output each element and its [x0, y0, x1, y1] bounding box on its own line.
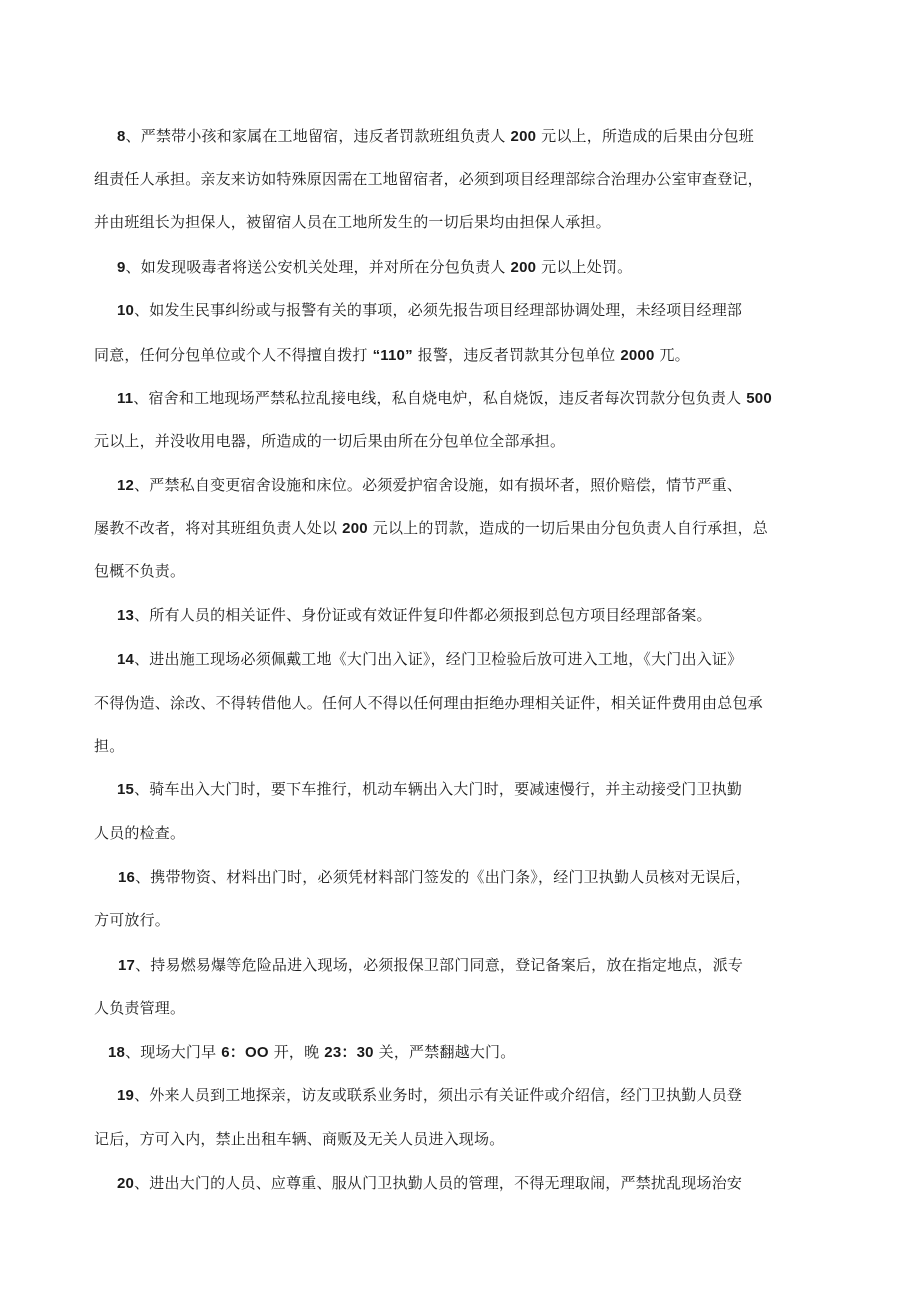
item-number: 20	[117, 1175, 135, 1192]
item-20-line-1: 20、进出大门的人员、应尊重、服从门卫执勤人员的管理，不得无理取闹，严禁扰乱现场治安	[117, 1174, 743, 1192]
item-8-line-3: 并由班组长为担保人，被留宿人员在工地所发生的一切后果均由担保人承担。	[94, 213, 611, 231]
item-number: 8	[117, 128, 126, 145]
item-15-line-2: 人员的检查。	[94, 824, 186, 842]
item-12-line-2: 屡教不改者，将对其班组负责人处以 200 元以上的罚款，造成的一切后果由分包负责人自行承担，总	[94, 519, 768, 537]
item-number: 10	[117, 302, 135, 319]
item-12-line-1: 12、严禁私自变更宿舍设施和床位。必须爱护宿舍设施，如有损坏者，照价赔偿，情节严重、	[117, 476, 743, 494]
item-number: 12	[117, 477, 135, 494]
item-number: 15	[117, 781, 135, 798]
item-17-line-2: 人负责管理。	[94, 999, 186, 1017]
item-10-line-1: 10、如发生民事纠纷或与报警有关的事项，必须先报告项目经理部协调处理，未经项目经理部	[117, 301, 743, 319]
item-10-line-2: 同意，任何分包单位或个人不得擅自拨打 “110” 报警，违反者罚款其分包单位 2000 兀。	[94, 346, 690, 364]
item-14-line-3: 担。	[94, 737, 125, 755]
item-17-line-1: 17、持易燃易爆等危险品进入现场，必须报保卫部门同意，登记备案后，放在指定地点，派专	[118, 956, 744, 974]
item-11-line-1: 11、宿舍和工地现场严禁私拉乱接电线，私自烧电炉，私自烧饭，违反者每次罚款分包负责人 500	[117, 389, 772, 407]
item-15-line-1: 15、骑车出入大门时，要下车推行，机动车辆出入大门时，要减速慢行，并主动接受门卫执勤	[117, 780, 743, 798]
item-14-line-1: 14、进出施工现场必须佩戴工地《大门出入证》，经门卫检验后放可进入工地，《大门出入证》	[117, 650, 743, 668]
item-number: 18	[108, 1044, 126, 1061]
item-13-line-1: 13、所有人员的相关证件、身份证或有效证件复印件都必须报到总包方项目经理部备案。	[117, 606, 712, 624]
item-number: 19	[117, 1087, 135, 1104]
item-11-line-2: 元以上，并没收用电器，所造成的一切后果由所在分包单位全部承担。	[94, 432, 566, 450]
item-number: 17	[118, 957, 136, 974]
item-18-line-1: 18、现场大门早 6：OO 开，晚 23：30 关，严禁翻越大门。	[108, 1043, 516, 1061]
item-14-line-2: 不得伪造、涂改、不得转借他人。任何人不得以任何理由拒绝办理相关证件，相关证件费用由总包承	[94, 694, 763, 712]
item-19-line-1: 19、外来人员到工地探亲，访友或联系业务时，须出示有关证件或介绍信，经门卫执勤人员登	[117, 1086, 743, 1104]
item-number: 14	[117, 651, 135, 668]
item-16-line-1: 16、携带物资、材料出门时，必须凭材料部门签发的《出门条》，经门卫执勤人员核对无误后，	[118, 868, 751, 886]
item-19-line-2: 记后，方可入内，禁止出租车辆、商贩及无关人员进入现场。	[94, 1130, 505, 1148]
item-number: 11	[117, 390, 134, 407]
item-16-line-2: 方可放行。	[94, 911, 171, 929]
item-9-line-1: 9、如发现吸毒者将送公安机关处理，并对所在分包负责人 200 元以上处罚。	[117, 258, 633, 276]
item-number: 13	[117, 607, 135, 624]
item-12-line-3: 包概不负责。	[94, 562, 186, 580]
item-8-line-1: 8、严禁带小孩和家属在工地留宿，违反者罚款班组负责人 200 元以上，所造成的后果由分包班	[117, 127, 754, 145]
item-number: 9	[117, 259, 126, 276]
item-number: 16	[118, 869, 136, 886]
item-8-line-2: 组责任人承担。亲友来访如特殊原因需在工地留宿者，必须到项目经理部综合治理办公室审查登记，	[94, 170, 763, 188]
